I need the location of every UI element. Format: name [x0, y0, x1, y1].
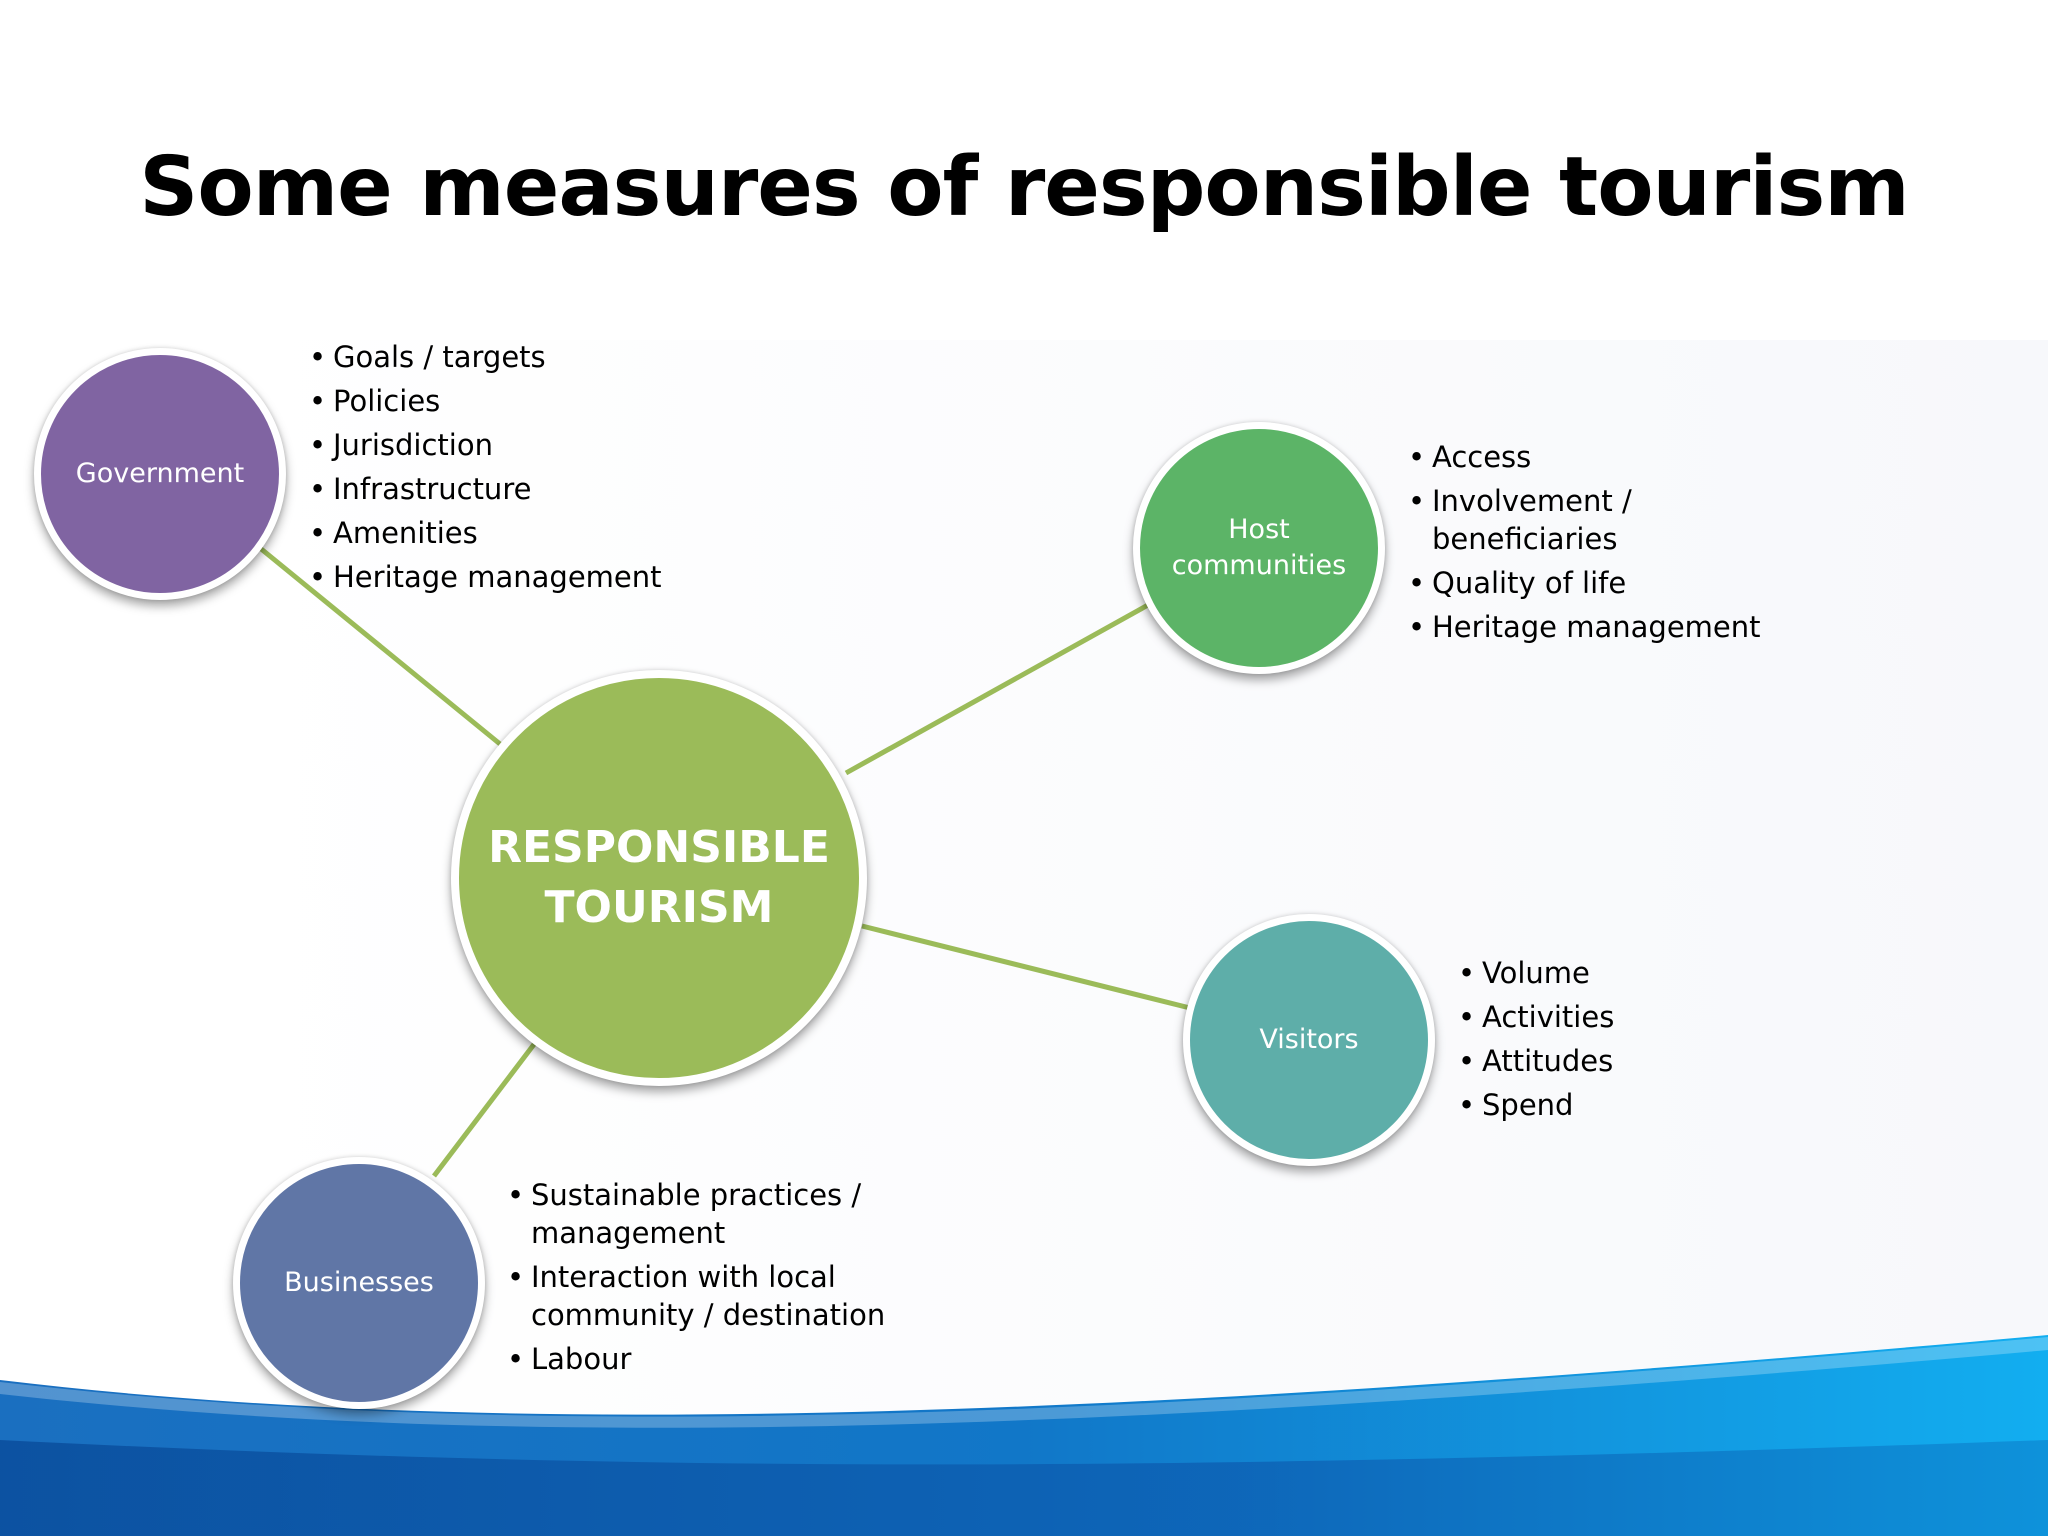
responsible-tourism-label: RESPONSIBLE TOURISM — [488, 822, 830, 933]
host-communities-bullet: • Quality of life — [1408, 564, 1761, 602]
government-bullet: • Amenities — [309, 514, 662, 552]
host-communities-bullet-list — [1408, 438, 1761, 652]
businesses-bullet: • Sustainable practices / management — [507, 1176, 885, 1252]
visitors-bullet: • Activities — [1458, 998, 1614, 1036]
visitors-bullet: • Volume — [1458, 954, 1614, 992]
government-label: Government — [75, 458, 245, 489]
visitors-bullet-list — [1458, 954, 1614, 1130]
host-communities-bullet: • Heritage management — [1408, 608, 1761, 646]
businesses-bullet: • Interaction with local community / destination — [507, 1258, 885, 1334]
government-bullet: • Goals / targets — [309, 338, 662, 376]
government-bullet: • Jurisdiction — [309, 426, 662, 464]
host-communities-node — [1133, 422, 1385, 674]
visitors-bullet: • Spend — [1458, 1086, 1614, 1124]
host-communities-label: Host communities — [1171, 514, 1347, 581]
responsible-tourism-node — [451, 670, 867, 1086]
businesses-bullet: • Labour — [507, 1340, 885, 1378]
government-node — [34, 348, 286, 600]
slide-title: Some measures of responsible tourism — [139, 140, 1909, 235]
businesses-label: Businesses — [284, 1267, 434, 1298]
visitors-label: Visitors — [1259, 1024, 1359, 1055]
government-bullet: • Policies — [309, 382, 662, 420]
businesses-node — [233, 1157, 485, 1409]
visitors-bullet: • Attitudes — [1458, 1042, 1614, 1080]
visitors-node — [1183, 914, 1435, 1166]
government-bullet: • Heritage management — [309, 558, 662, 596]
host-communities-bullet: • Involvement / beneficiaries — [1408, 482, 1761, 558]
host-communities-bullet: • Access — [1408, 438, 1761, 476]
government-bullet-list — [309, 338, 662, 602]
businesses-bullet-list — [507, 1176, 885, 1384]
government-bullet: • Infrastructure — [309, 470, 662, 508]
